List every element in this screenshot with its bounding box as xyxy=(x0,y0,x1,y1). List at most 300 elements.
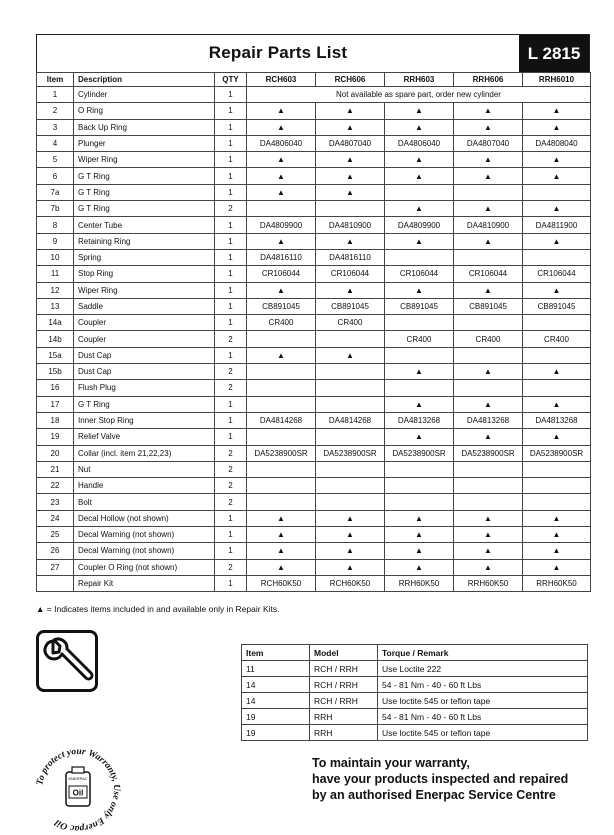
torque-row xyxy=(242,661,588,677)
part-number: DA4808040 xyxy=(523,135,591,151)
repair-kit-marker: ▲ xyxy=(523,103,591,119)
page-title: Repair Parts List xyxy=(208,43,348,62)
item-number: 2 xyxy=(37,103,74,119)
part-quantity: 1 xyxy=(215,510,247,526)
warranty-line: by an authorised Enerpac Service Centre xyxy=(312,788,556,802)
table-row xyxy=(37,135,591,151)
part-description: Inner Stop Ring xyxy=(74,412,215,428)
part-quantity: 1 xyxy=(215,152,247,168)
part-description: Dust Cap xyxy=(74,347,215,363)
part-number xyxy=(247,478,316,494)
table-row xyxy=(37,168,591,184)
repair-kit-marker: ▲ xyxy=(385,152,454,168)
wrench-icon xyxy=(36,630,98,692)
part-quantity: 1 xyxy=(215,575,247,591)
repair-kit-marker: ▲ xyxy=(523,233,591,249)
parts-sheet xyxy=(36,34,590,592)
part-number xyxy=(247,380,316,396)
table-row xyxy=(37,217,591,233)
item-number: 15b xyxy=(37,364,74,380)
item-number: 4 xyxy=(37,135,74,151)
repair-kit-marker: ▲ xyxy=(316,543,385,559)
item-number: 6 xyxy=(37,168,74,184)
repair-kit-marker: ▲ xyxy=(385,543,454,559)
part-number xyxy=(385,494,454,510)
part-description: G T Ring xyxy=(74,168,215,184)
repair-kit-marker: ▲ xyxy=(454,103,523,119)
part-number xyxy=(523,478,591,494)
part-number: DA4807040 xyxy=(454,135,523,151)
table-row xyxy=(37,445,591,461)
part-description: Retaining Ring xyxy=(74,233,215,249)
part-number: RCH60K50 xyxy=(247,575,316,591)
part-number: DA4807040 xyxy=(316,135,385,151)
item-number: 1 xyxy=(37,87,74,103)
item-number xyxy=(37,575,74,591)
warranty-line: have your products inspected and repaired xyxy=(312,772,569,786)
part-quantity: 1 xyxy=(215,168,247,184)
repair-kit-marker: ▲ xyxy=(385,201,454,217)
part-number: RRH60K50 xyxy=(385,575,454,591)
part-number xyxy=(523,315,591,331)
part-number: DA4809900 xyxy=(247,217,316,233)
part-description: Relief Valve xyxy=(74,429,215,445)
repair-kit-marker: ▲ xyxy=(385,396,454,412)
part-description: Collar (incl. item 21,22,23) xyxy=(74,445,215,461)
part-number xyxy=(454,494,523,510)
item-number: 9 xyxy=(37,233,74,249)
part-number xyxy=(247,461,316,477)
part-description: Nut xyxy=(74,461,215,477)
part-number xyxy=(454,249,523,265)
part-description: Cylinder xyxy=(74,87,215,103)
part-quantity: 1 xyxy=(215,184,247,200)
repair-kit-marker: ▲ xyxy=(316,119,385,135)
part-description: Coupler xyxy=(74,315,215,331)
torque-row xyxy=(242,677,588,693)
seal-text: To protect your Warranty, Use only Enerpac Oil xyxy=(35,746,122,834)
part-number xyxy=(385,184,454,200)
part-quantity: 2 xyxy=(215,331,247,347)
part-number: CB891045 xyxy=(316,298,385,314)
torque-item: 19 xyxy=(242,725,310,741)
table-row xyxy=(37,527,591,543)
table-row xyxy=(37,412,591,428)
part-description: Dust Cap xyxy=(74,364,215,380)
part-number xyxy=(454,461,523,477)
repair-kit-marker: ▲ xyxy=(247,282,316,298)
part-number xyxy=(523,461,591,477)
table-row xyxy=(37,282,591,298)
torque-item: 19 xyxy=(242,709,310,725)
column-header: Description xyxy=(74,73,215,87)
repair-kit-marker: ▲ xyxy=(316,152,385,168)
part-number xyxy=(454,184,523,200)
part-quantity: 1 xyxy=(215,282,247,298)
column-header: RRH6010 xyxy=(523,73,591,87)
item-number: 13 xyxy=(37,298,74,314)
torque-table xyxy=(241,644,588,741)
item-number: 21 xyxy=(37,461,74,477)
part-quantity: 2 xyxy=(215,201,247,217)
repair-kit-marker: ▲ xyxy=(247,527,316,543)
table-row xyxy=(37,315,591,331)
torque-item: 11 xyxy=(242,661,310,677)
part-description: O Ring xyxy=(74,103,215,119)
part-description: Coupler O Ring (not shown) xyxy=(74,559,215,575)
column-header: QTY xyxy=(215,73,247,87)
repair-kit-marker: ▲ xyxy=(454,168,523,184)
item-number: 3 xyxy=(37,119,74,135)
table-row xyxy=(37,249,591,265)
repair-kit-marker: ▲ xyxy=(385,429,454,445)
torque-row xyxy=(242,709,588,725)
repair-kit-marker: ▲ xyxy=(523,510,591,526)
seal-can-label: Oil xyxy=(72,788,84,798)
part-description: G T Ring xyxy=(74,184,215,200)
document-code: L 2815 xyxy=(519,35,589,72)
table-row xyxy=(37,201,591,217)
item-number: 22 xyxy=(37,478,74,494)
torque-remark: 54 - 81 Nm - 40 - 60 ft Lbs xyxy=(378,709,588,725)
part-number xyxy=(316,429,385,445)
repair-kit-marker: ▲ xyxy=(454,119,523,135)
part-description: Decal Warning (not shown) xyxy=(74,543,215,559)
part-number: CR106044 xyxy=(385,266,454,282)
repair-kit-marker: ▲ xyxy=(316,103,385,119)
part-quantity: 2 xyxy=(215,478,247,494)
part-number xyxy=(316,494,385,510)
part-description: Bolt xyxy=(74,494,215,510)
part-number xyxy=(385,315,454,331)
repair-kit-marker: ▲ xyxy=(454,282,523,298)
part-number xyxy=(385,249,454,265)
table-row xyxy=(37,152,591,168)
table-row xyxy=(37,119,591,135)
item-number: 20 xyxy=(37,445,74,461)
column-header: Torque / Remark xyxy=(378,645,588,661)
part-quantity: 2 xyxy=(215,494,247,510)
part-number xyxy=(247,364,316,380)
part-number: DA4814268 xyxy=(316,412,385,428)
part-description: G T Ring xyxy=(74,396,215,412)
part-description: Center Tube xyxy=(74,217,215,233)
part-number xyxy=(316,478,385,494)
repair-kit-marker: ▲ xyxy=(523,543,591,559)
title-bar xyxy=(36,34,590,72)
part-number xyxy=(523,184,591,200)
part-number xyxy=(247,331,316,347)
repair-kit-marker: ▲ xyxy=(247,119,316,135)
part-quantity: 2 xyxy=(215,445,247,461)
part-quantity: 2 xyxy=(215,559,247,575)
part-quantity: 1 xyxy=(215,429,247,445)
part-description: Repair Kit xyxy=(74,575,215,591)
part-number xyxy=(454,478,523,494)
torque-remark: Use Loctite 222 xyxy=(378,661,588,677)
item-number: 26 xyxy=(37,543,74,559)
repair-kit-marker: ▲ xyxy=(385,103,454,119)
part-number xyxy=(454,380,523,396)
repair-kit-marker: ▲ xyxy=(247,510,316,526)
part-number: CR400 xyxy=(523,331,591,347)
table-row xyxy=(37,510,591,526)
table-row xyxy=(37,347,591,363)
repair-kit-marker: ▲ xyxy=(454,510,523,526)
part-number: RCH60K50 xyxy=(316,575,385,591)
table-row xyxy=(37,298,591,314)
table-body xyxy=(37,87,591,592)
warranty-notice xyxy=(312,755,568,803)
item-number: 17 xyxy=(37,396,74,412)
part-number: DA4810900 xyxy=(454,217,523,233)
part-number xyxy=(523,494,591,510)
torque-model: RRH xyxy=(310,725,378,741)
repair-kit-marker: ▲ xyxy=(247,184,316,200)
warranty-line: To maintain your warranty, xyxy=(312,756,470,770)
part-quantity: 1 xyxy=(215,217,247,233)
part-quantity: 1 xyxy=(215,266,247,282)
part-description: Decal Hollow (not shown) xyxy=(74,510,215,526)
part-description: Flush Plug xyxy=(74,380,215,396)
repair-kit-marker: ▲ xyxy=(523,282,591,298)
repair-kit-marker: ▲ xyxy=(454,201,523,217)
torque-header-row xyxy=(242,645,588,661)
table-row xyxy=(37,331,591,347)
repair-kit-marker: ▲ xyxy=(316,559,385,575)
part-number xyxy=(316,201,385,217)
part-number: CR106044 xyxy=(247,266,316,282)
part-number: DA4806040 xyxy=(247,135,316,151)
part-number xyxy=(454,315,523,331)
part-number: RRH60K50 xyxy=(454,575,523,591)
seal-can-brand: ENERPAC xyxy=(68,776,88,781)
repair-kit-marker: ▲ xyxy=(523,396,591,412)
column-header: Model xyxy=(310,645,378,661)
repair-kit-marker: ▲ xyxy=(454,559,523,575)
part-quantity: 1 xyxy=(215,396,247,412)
item-number: 18 xyxy=(37,412,74,428)
repair-kit-marker: ▲ xyxy=(454,152,523,168)
part-number: CR400 xyxy=(316,315,385,331)
repair-kit-marker: ▲ xyxy=(523,527,591,543)
repair-kit-marker: ▲ xyxy=(247,559,316,575)
repair-kit-marker: ▲ xyxy=(454,396,523,412)
torque-model: RCH / RRH xyxy=(310,677,378,693)
part-number xyxy=(247,429,316,445)
column-header: Item xyxy=(242,645,310,661)
part-number xyxy=(454,347,523,363)
column-header: RCH606 xyxy=(316,73,385,87)
part-number: CR400 xyxy=(454,331,523,347)
part-quantity: 1 xyxy=(215,298,247,314)
part-number: DA4813268 xyxy=(385,412,454,428)
part-quantity: 1 xyxy=(215,249,247,265)
part-quantity: 1 xyxy=(215,233,247,249)
repair-kit-marker: ▲ xyxy=(454,364,523,380)
table-row xyxy=(37,380,591,396)
repair-kit-marker: ▲ xyxy=(247,347,316,363)
table-row xyxy=(37,494,591,510)
table-row xyxy=(37,575,591,591)
part-quantity: 1 xyxy=(215,135,247,151)
repair-kit-marker: ▲ xyxy=(523,429,591,445)
table-row xyxy=(37,87,591,103)
column-header: RCH603 xyxy=(247,73,316,87)
repair-kit-marker: ▲ xyxy=(316,282,385,298)
part-quantity: 1 xyxy=(215,315,247,331)
repair-kit-marker: ▲ xyxy=(523,364,591,380)
item-number: 10 xyxy=(37,249,74,265)
part-number: DA4810900 xyxy=(316,217,385,233)
item-number: 19 xyxy=(37,429,74,445)
column-header: Item xyxy=(37,73,74,87)
repair-kit-marker: ▲ xyxy=(385,559,454,575)
part-quantity: 2 xyxy=(215,380,247,396)
table-row xyxy=(37,396,591,412)
repair-kit-marker: ▲ xyxy=(454,527,523,543)
table-header-row xyxy=(37,73,591,87)
part-number: CR106044 xyxy=(316,266,385,282)
part-number xyxy=(316,396,385,412)
torque-remark: Use loctite 545 or teflon tape xyxy=(378,725,588,741)
item-number: 14b xyxy=(37,331,74,347)
part-description: Back Up Ring xyxy=(74,119,215,135)
item-number: 24 xyxy=(37,510,74,526)
part-number: DA4816110 xyxy=(247,249,316,265)
repair-kit-marker: ▲ xyxy=(247,543,316,559)
repair-kit-marker: ▲ xyxy=(385,119,454,135)
part-quantity: 2 xyxy=(215,461,247,477)
item-number: 14a xyxy=(37,315,74,331)
part-number xyxy=(385,347,454,363)
part-number: DA5238900SR xyxy=(523,445,591,461)
item-number: 16 xyxy=(37,380,74,396)
torque-row xyxy=(242,725,588,741)
table-row xyxy=(37,364,591,380)
part-number: DA4811900 xyxy=(523,217,591,233)
item-number: 11 xyxy=(37,266,74,282)
part-number xyxy=(385,380,454,396)
repair-kit-marker: ▲ xyxy=(247,233,316,249)
enerpac-oil-seal xyxy=(30,746,126,834)
part-number: CB891045 xyxy=(385,298,454,314)
part-quantity: 1 xyxy=(215,543,247,559)
repair-kit-marker: ▲ xyxy=(454,543,523,559)
part-number xyxy=(523,380,591,396)
item-number: 23 xyxy=(37,494,74,510)
part-number: DA4813268 xyxy=(523,412,591,428)
repair-kit-marker: ▲ xyxy=(316,233,385,249)
torque-model: RCH / RRH xyxy=(310,661,378,677)
part-number: CB891045 xyxy=(247,298,316,314)
part-quantity: 1 xyxy=(215,103,247,119)
part-number xyxy=(316,461,385,477)
repair-kit-marker: ▲ xyxy=(385,364,454,380)
repair-kit-marker: ▲ xyxy=(385,527,454,543)
torque-item: 14 xyxy=(242,693,310,709)
repair-kit-marker: ▲ xyxy=(385,510,454,526)
repair-kit-marker: ▲ xyxy=(247,168,316,184)
part-number: CR400 xyxy=(247,315,316,331)
repair-kit-marker: ▲ xyxy=(454,233,523,249)
repair-kit-marker: ▲ xyxy=(316,510,385,526)
table-row xyxy=(37,461,591,477)
repair-kit-marker: ▲ xyxy=(385,233,454,249)
item-number: 7b xyxy=(37,201,74,217)
part-number: DA4814268 xyxy=(247,412,316,428)
table-row xyxy=(37,103,591,119)
part-number: CB891045 xyxy=(523,298,591,314)
repair-kit-marker: ▲ xyxy=(385,168,454,184)
part-number xyxy=(247,201,316,217)
repair-kit-marker: ▲ xyxy=(454,429,523,445)
item-number: 12 xyxy=(37,282,74,298)
part-quantity: 1 xyxy=(215,87,247,103)
repair-kit-marker: ▲ xyxy=(523,201,591,217)
table-row xyxy=(37,478,591,494)
part-number xyxy=(316,364,385,380)
part-description: G T Ring xyxy=(74,201,215,217)
torque-row xyxy=(242,693,588,709)
part-description: Coupler xyxy=(74,331,215,347)
repair-kit-marker: ▲ xyxy=(385,282,454,298)
part-number: DA4806040 xyxy=(385,135,454,151)
part-description: Wiper Ring xyxy=(74,282,215,298)
repair-kit-marker: ▲ xyxy=(523,559,591,575)
part-number: CR106044 xyxy=(523,266,591,282)
part-number: DA5238900SR xyxy=(247,445,316,461)
part-quantity: 2 xyxy=(215,364,247,380)
torque-model: RCH / RRH xyxy=(310,693,378,709)
table-row xyxy=(37,233,591,249)
table-row xyxy=(37,184,591,200)
torque-remark: Use loctite 545 or teflon tape xyxy=(378,693,588,709)
part-description: Plunger xyxy=(74,135,215,151)
repair-kit-marker: ▲ xyxy=(247,103,316,119)
table-row xyxy=(37,559,591,575)
part-number xyxy=(247,396,316,412)
part-number: DA5238900SR xyxy=(385,445,454,461)
table-row xyxy=(37,266,591,282)
column-header: RRH603 xyxy=(385,73,454,87)
repair-kit-marker: ▲ xyxy=(316,347,385,363)
item-number: 8 xyxy=(37,217,74,233)
part-number: DA5238900SR xyxy=(316,445,385,461)
part-number xyxy=(523,249,591,265)
part-number: CR106044 xyxy=(454,266,523,282)
part-quantity: 1 xyxy=(215,347,247,363)
part-description: Stop Ring xyxy=(74,266,215,282)
part-number: CB891045 xyxy=(454,298,523,314)
part-description: Decal Warning (not shown) xyxy=(74,527,215,543)
repair-parts-table xyxy=(36,72,591,592)
part-quantity: 1 xyxy=(215,119,247,135)
part-number xyxy=(316,380,385,396)
torque-item: 14 xyxy=(242,677,310,693)
item-number: 7a xyxy=(37,184,74,200)
part-number xyxy=(316,331,385,347)
part-number: DA4816110 xyxy=(316,249,385,265)
part-number: DA4809900 xyxy=(385,217,454,233)
repair-kit-marker: ▲ xyxy=(523,152,591,168)
part-number xyxy=(385,461,454,477)
repair-kit-marker: ▲ xyxy=(523,168,591,184)
torque-body xyxy=(242,661,588,741)
table-row xyxy=(37,543,591,559)
column-header: RRH606 xyxy=(454,73,523,87)
availability-note: Not available as spare part, order new cylinder xyxy=(247,87,591,103)
